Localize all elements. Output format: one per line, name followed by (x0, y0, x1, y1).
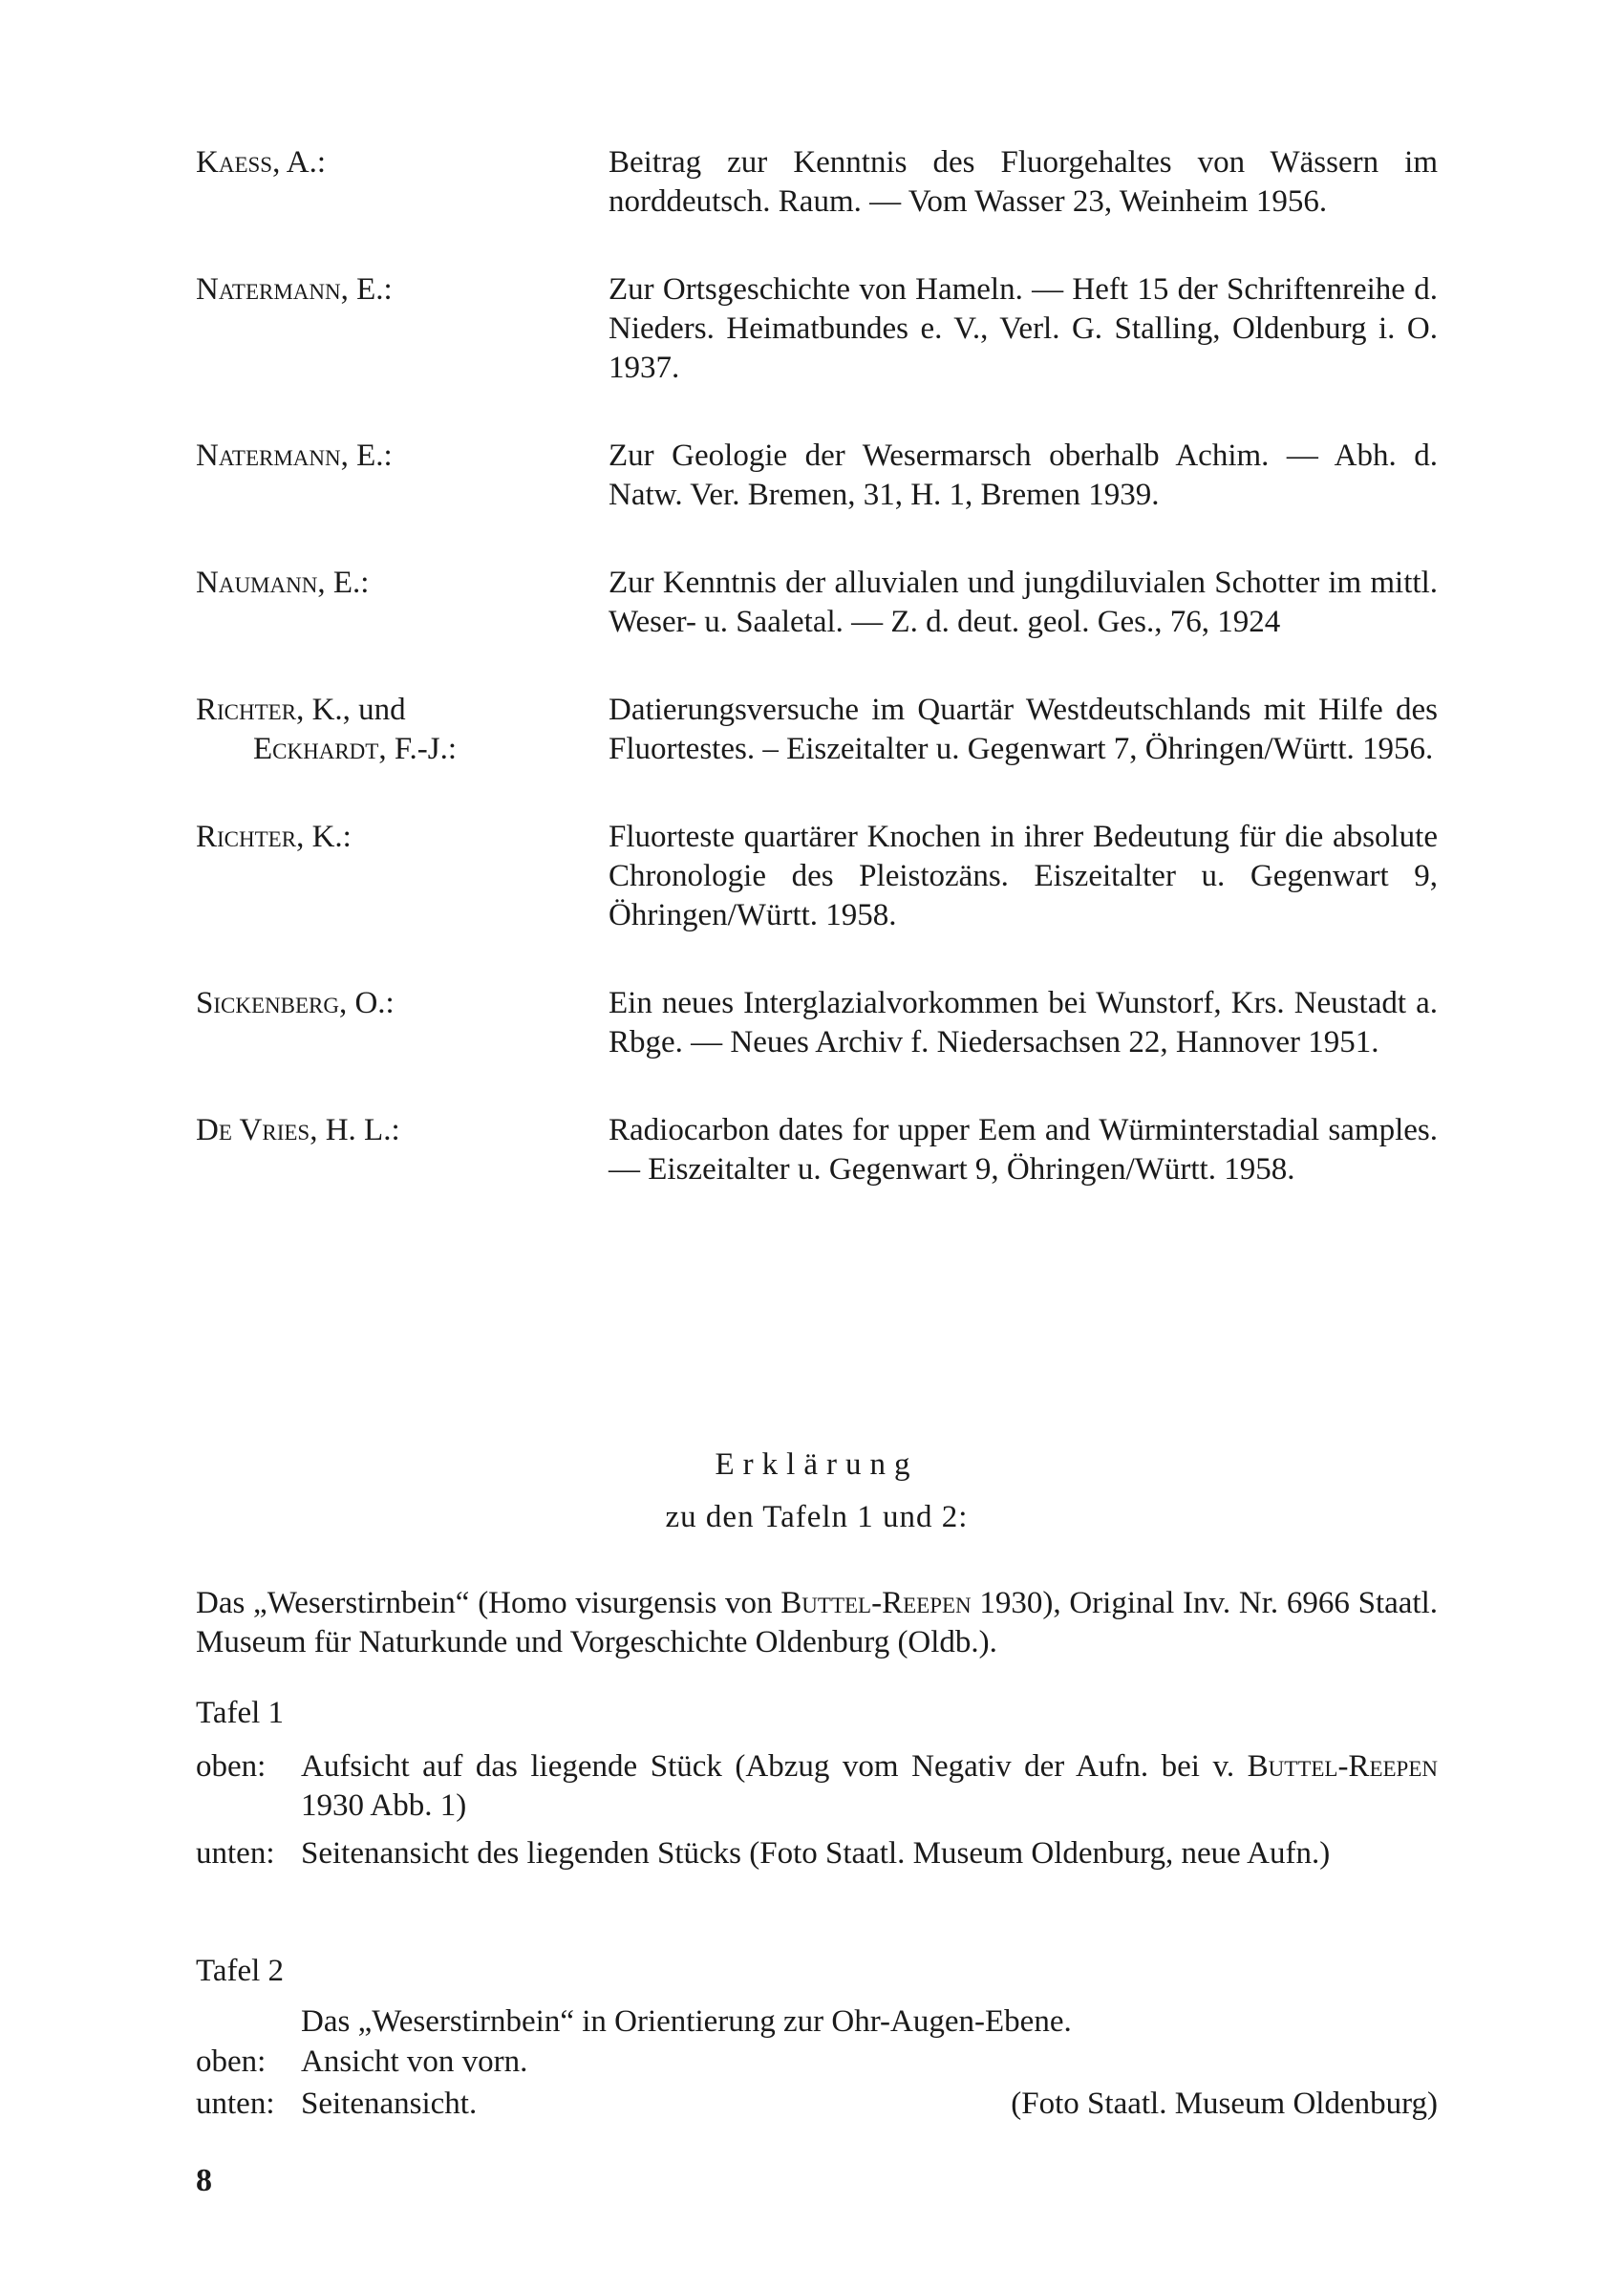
reference-author: Natermann, E.: (196, 439, 393, 473)
reference-entry (196, 564, 1438, 642)
page-number: 8 (196, 2163, 212, 2198)
tafel-1-oben (196, 1747, 1438, 1826)
tafel-1-title: Tafel 1 (196, 1696, 285, 1730)
reference-citation: Radiocarbon dates for upper Eem and Würminterstadial samples. — Eiszeitalter u. Gegenwart 9, Öhringen/Württ. 1958. (609, 1113, 1438, 1187)
tafel-2-unten-text: Seitenansicht. (301, 2087, 478, 2121)
reference-citation: Beitrag zur Kenntnis des Fluorgehaltes von Wässern im norddeutsch. Raum. — Vom Wasser 23, Weinheim 1956. (609, 145, 1438, 219)
reference-coauthor: Eckhardt, F.-J.: (253, 732, 458, 766)
reference-author: Natermann, E.: (196, 272, 393, 307)
reference-author: Richter, K., und Eckhardt, F.-J.: (196, 691, 609, 769)
reference-citation: Datierungsversuche im Quartär Westdeutschlands mit Hilfe des Fluortestes. – Eiszeitalter u. Gegenwart 7, Öhringen/Württ. 1956. (609, 693, 1438, 766)
reference-citation: Fluorteste quartärer Knochen in ihrer Bedeutung für die absolute Chronologie des Pleistozäns. Eiszeitalter u. Gegenwart 9, Öhringen/Württ. 1958. (609, 820, 1438, 932)
reference-entry (196, 691, 1438, 769)
explanation-subtitle: zu den Tafeln 1 und 2: (665, 1500, 969, 1534)
reference-entry (196, 818, 1438, 935)
reference-author: Kaess, A.: (196, 145, 327, 180)
row-text: Aufsicht auf das liegende Stück (Abzug vom Negativ der Aufn. bei v. Buttel-Reepen 1930 Abb. 1) (301, 1749, 1438, 1823)
row-label: unten: (196, 1836, 275, 1871)
explanation-intro: Das „Weserstirnbein“ (Homo visurgensis von Buttel-Reepen 1930), Original Inv. Nr. 6966 Staatl. Museum für Naturkunde und Vorgeschichte Oldenburg (Oldb.). (196, 1586, 1438, 1659)
reference-entry (196, 270, 1438, 388)
tafel-2-title: Tafel 2 (196, 1954, 285, 1988)
reference-entry (196, 143, 1438, 222)
reference-list (196, 143, 1438, 1238)
reference-citation: Ein neues Interglazialvorkommen bei Wunstorf, Krs. Neustadt a. Rbge. — Neues Archiv f. Niedersachsen 22, Hannover 1951. (609, 986, 1438, 1059)
reference-citation: Zur Ortsgeschichte von Hameln. — Heft 15 der Schriftenreihe d. Nieders. Heimatbundes e. V., Verl. G. Stalling, Oldenburg i. O. 1937. (609, 272, 1438, 385)
tafel-2-oben (196, 2043, 1438, 2082)
row-label: oben: (196, 1749, 267, 1784)
row-label: oben: (196, 2044, 267, 2079)
reference-citation: Zur Kenntnis der alluvialen und jungdiluvialen Schotter im mittl. Weser- u. Saaletal. — Z. d. deut. geol. Ges., 76, 1924 (609, 566, 1438, 639)
row-label: unten: (196, 2087, 275, 2121)
reference-author: Naumann, E.: (196, 566, 370, 600)
row-text: Ansicht von vorn. (301, 2044, 528, 2079)
reference-author: Sickenberg, O.: (196, 986, 395, 1020)
tafel-2-unten (196, 2085, 1438, 2124)
reference-entry (196, 984, 1438, 1062)
reference-entry (196, 437, 1438, 515)
reference-entry (196, 1111, 1438, 1189)
tafel-1-unten (196, 1834, 1438, 1873)
row-text: Seitenansicht des liegenden Stücks (Foto Staatl. Museum Oldenburg, neue Aufn.) (301, 1836, 1331, 1871)
photo-credit: (Foto Staatl. Museum Oldenburg) (1011, 2087, 1438, 2121)
explanation-title: Erklärung (715, 1447, 919, 1482)
row-text (301, 2085, 1438, 2124)
tafel-2-intro: Das „Weserstirnbein“ in Orientierung zur Ohr-Augen-Ebene. (301, 2004, 1072, 2039)
reference-citation: Zur Geologie der Wesermarsch oberhalb Achim. — Abh. d. Natw. Ver. Bremen, 31, H. 1, Bremen 1939. (609, 439, 1438, 512)
reference-author: Richter, K.: (196, 820, 352, 854)
reference-author: De Vries, H. L.: (196, 1113, 400, 1147)
